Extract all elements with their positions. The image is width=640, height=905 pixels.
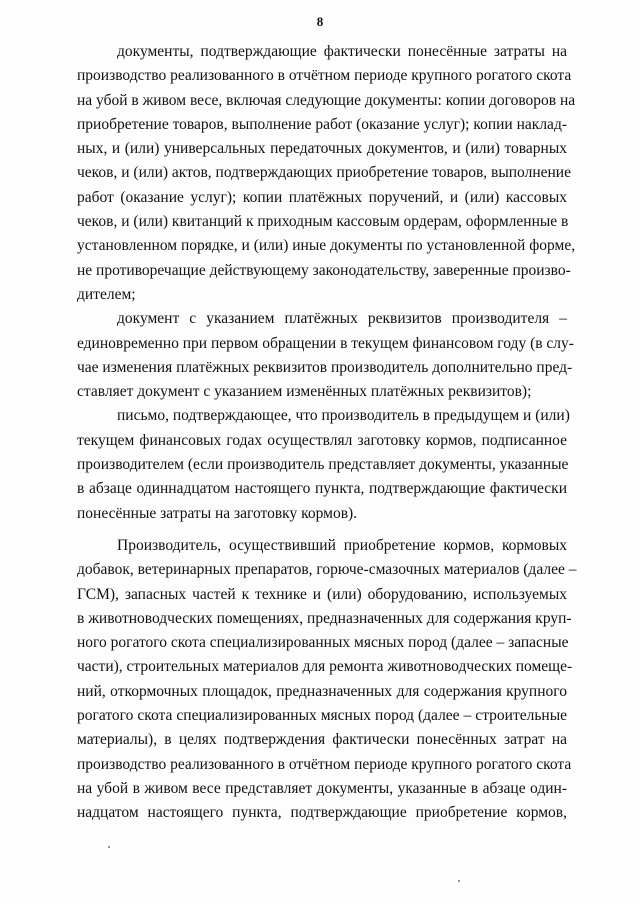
text-line: работ (оказание услуг); копии платёжных поручений, и (или) кассовых [77, 188, 567, 206]
text-line: установленном порядке, и (или) иные документы по установленной форме, [77, 237, 576, 255]
text-line: единовременно при первом обращении в текущем финансовом году (в слу- [77, 334, 574, 352]
text-line: понесённые затраты на заготовку кормов). [77, 504, 358, 522]
text-line: производителем (если производитель представляет документы, указанные [77, 456, 569, 474]
text-line: ставляет документ с указанием изменённых платёжных реквизитов); [77, 383, 532, 401]
paragraph-payment-details [77, 307, 574, 404]
text-line: ного рогатого скота специализированных мясных пород (далее – запасные [77, 634, 569, 652]
paragraph-documents-costs [77, 40, 576, 307]
text-line: добавок, ветеринарных препаратов, горюче-смазочных материалов (далее – [77, 561, 577, 579]
text-line: дителем; [77, 285, 136, 303]
text-line: приобретение товаров, выполнение работ (оказание услуг); копии наклад- [77, 115, 567, 133]
text-line: в животноводческих помещениях, предназначенных для содержания круп- [77, 609, 572, 627]
text-line: производство реализованного в отчётном периоде крупного рогатого скота [77, 67, 572, 85]
paragraph-producer-purchases [77, 534, 577, 826]
paragraph-gap [77, 526, 567, 534]
text-line: ГСМ), запасных частей к технике и (или) оборудованию, используемых [77, 585, 567, 603]
paragraph-forage-letter [77, 404, 570, 525]
text-line: чеков, и (или) актов, подтверждающих приобретение товаров, выполнение [77, 164, 571, 182]
text-line: документы, подтверждающие фактически понесённые затраты на [117, 43, 567, 60]
text-line: на убой в живом весе представляет документы, указанные в абзаце один- [77, 779, 567, 797]
text-line: производство реализованного в отчётном периоде крупного рогатого скота [77, 755, 572, 773]
text-line: документ с указанием платёжных реквизитов производителя – [117, 310, 567, 328]
document-body [77, 40, 577, 826]
text-line: материалы), в целях подтверждения фактически понесённых затрат на [77, 731, 567, 749]
text-line: текущем финансовых годах осуществлял заготовку кормов, подписанное [77, 431, 567, 449]
text-line: надцатом настоящего пункта, подтверждающие приобретение кормов, [77, 804, 567, 822]
text-line: не противоречащие действующему законодательству, заверенные произво- [77, 261, 571, 279]
text-line: ний, откормочных площадок, предназначенных для содержания крупного [77, 682, 567, 700]
text-line: чеков, и (или) квитанций к приходным кассовым ордерам, оформленные в [77, 213, 569, 231]
text-line: письмо, подтверждающее, что производитель в предыдущем и (или) [117, 407, 570, 425]
text-line: Производитель, осуществивший приобретение кормов, кормовых [117, 536, 567, 554]
text-line: чае изменения платёжных реквизитов производитель дополнительно пред- [77, 358, 573, 376]
text-line: на убой в живом весе, включая следующие документы: копии договоров на [77, 91, 576, 109]
scan-speck [458, 880, 460, 882]
scan-speck [108, 846, 110, 848]
text-line: ных, и (или) универсальных передаточных документов, и (или) товарных [77, 140, 567, 158]
page-number: 8 [316, 14, 324, 29]
text-line: в абзаце одиннадцатом настоящего пункта, подтверждающие фактически [77, 480, 567, 498]
text-line: части), строительных материалов для ремонта животноводческих помеще- [77, 658, 573, 676]
text-line: рогатого скота специализированных мясных пород (далее – строительные [77, 707, 567, 725]
